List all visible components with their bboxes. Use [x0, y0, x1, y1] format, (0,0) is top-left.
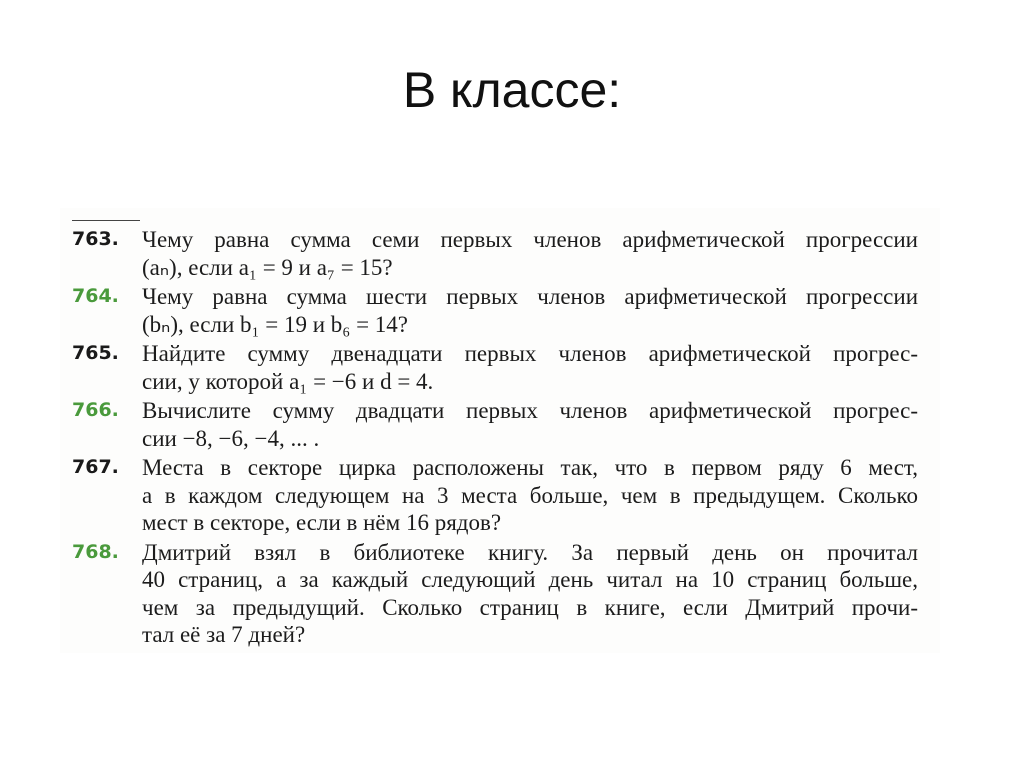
problem-line: 40 страниц, а за каждый следующий день читал на 10 страниц больше, [142, 567, 918, 592]
problem-767 [60, 454, 940, 537]
problem-line: мест в секторе, если в нём 16 рядов? [142, 510, 502, 535]
problem-number: 763. [72, 228, 119, 250]
problem-number: 765. [72, 342, 119, 364]
problem-list [60, 226, 940, 651]
problem-number: 764. [72, 285, 119, 307]
textbook-scan [60, 208, 940, 653]
problem-766 [60, 397, 940, 452]
problem-line: сии, у которой a₁ = −6 и d = 4. [142, 368, 434, 394]
problem-764 [60, 283, 940, 338]
problem-line: Найдите сумму двенадцати первых членов арифметической прогрес- [142, 341, 918, 366]
problem-763 [60, 226, 940, 281]
problem-line: чем за предыдущий. Сколько страниц в книге, если Дмитрий прочи- [142, 594, 918, 620]
problem-765 [60, 340, 940, 395]
problem-number: 767. [72, 456, 119, 478]
problem-line: (aₙ), если a₁ = 9 и a₇ = 15? [142, 254, 393, 280]
problem-line: Вычислите сумму двадцати первых членов арифметической прогрес- [142, 398, 918, 423]
problem-line: (bₙ), если b₁ = 19 и b₆ = 14? [142, 311, 409, 337]
problem-line: тал её за 7 дней? [142, 622, 306, 647]
problem-line: Места в секторе цирка расположены так, что в первом ряду 6 мест, [142, 455, 918, 480]
slide-title: В классе: [402, 62, 622, 118]
problem-line: Чему равна сумма семи первых членов арифметической прогрессии [142, 227, 918, 252]
problem-768 [60, 539, 940, 649]
problem-line: Дмитрий взял в библиотеке книгу. За первый день он прочитал [142, 539, 918, 565]
problem-line: Чему равна сумма шести первых членов арифметической прогрессии [142, 284, 918, 309]
top-rule [72, 220, 140, 221]
problem-number: 768. [72, 540, 119, 563]
problem-line: а в каждом следующем на 3 места больше, чем в предыдущем. Сколько [142, 482, 918, 508]
problem-number: 766. [72, 399, 119, 421]
problem-line: сии −8, −6, −4, ... . [142, 425, 320, 451]
